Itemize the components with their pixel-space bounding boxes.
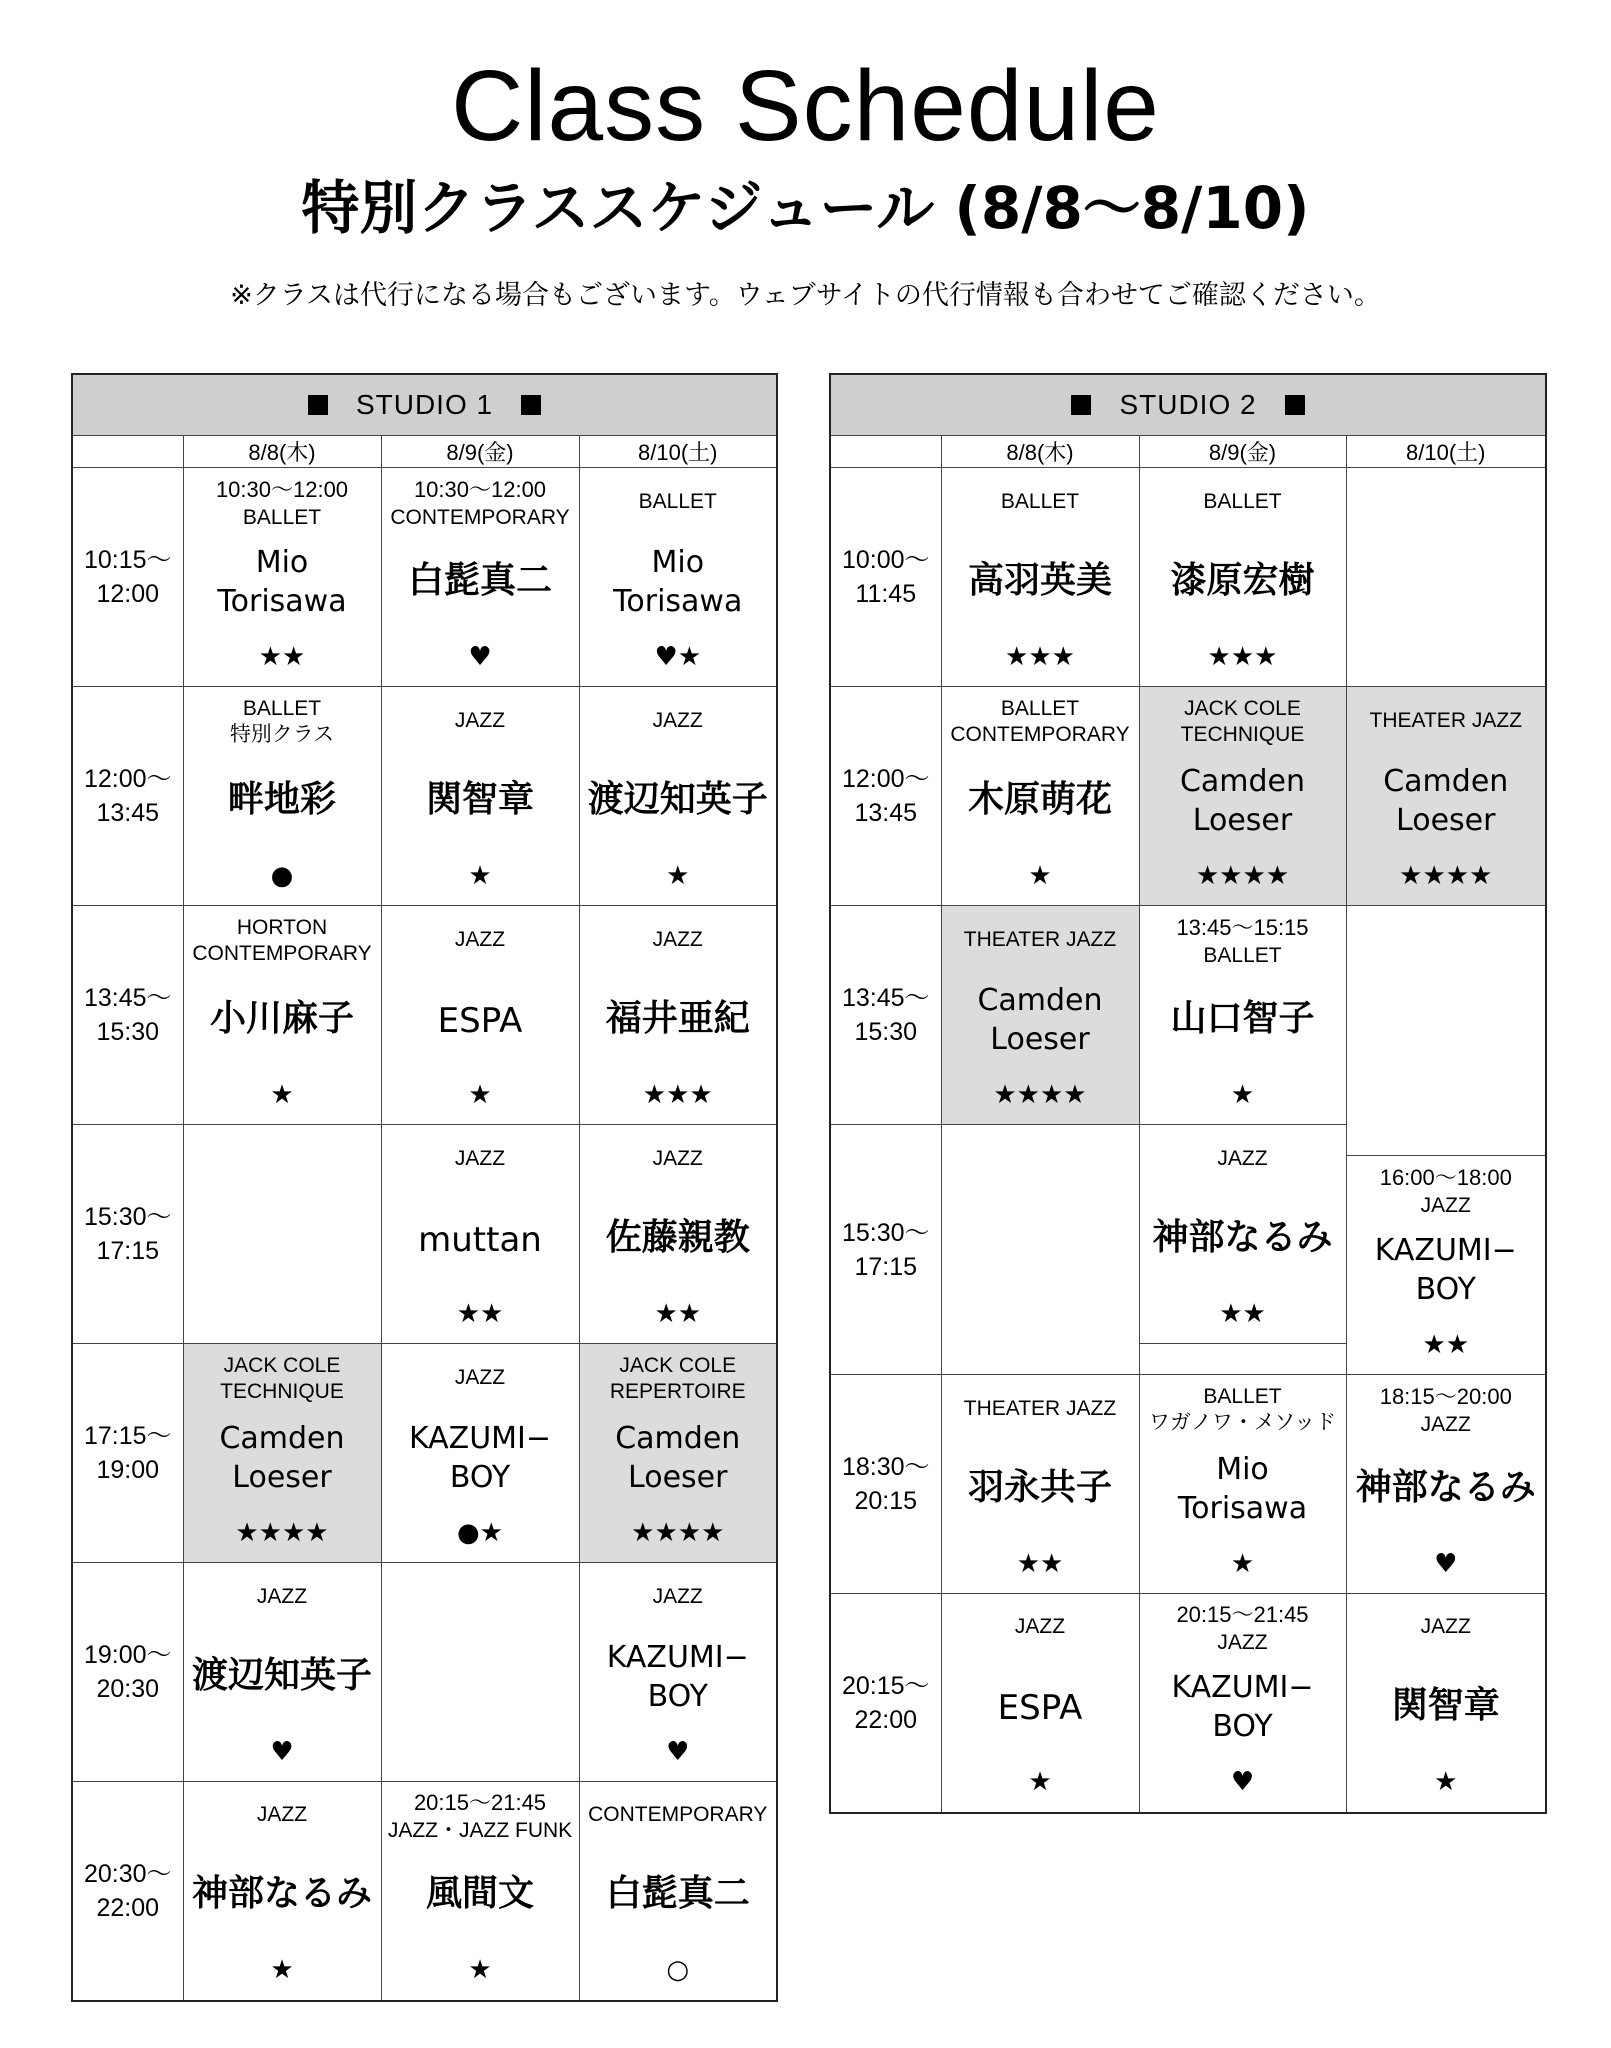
level-mark: ♥: [468, 641, 492, 672]
class-cell: [183, 687, 381, 906]
teacher-name: Camden Loeser: [615, 1420, 741, 1495]
class-cell: [579, 1563, 777, 1782]
empty-cell: [1346, 906, 1546, 1156]
time-slot: 10:00〜 11:45: [830, 468, 941, 687]
class-genre: JAZZ: [652, 1584, 703, 1608]
teacher-name: 神部なるみ: [191, 1873, 372, 1915]
class-time: 13:45〜15:15: [1176, 914, 1309, 940]
level-mark: ★★: [258, 641, 306, 672]
time-slot: 12:00〜 13:45: [72, 687, 183, 906]
class-cell: [381, 687, 579, 906]
class-cell: [183, 468, 381, 687]
level-mark: ★★★: [642, 1079, 713, 1110]
square-icon: [1071, 395, 1091, 415]
class-cell: [1346, 1594, 1546, 1813]
class-cell: [1139, 687, 1346, 906]
level-mark: ★: [1028, 860, 1052, 891]
level-mark: ○: [666, 1955, 690, 1986]
teacher-name: 渡辺知英子: [587, 778, 768, 820]
class-cell: [941, 687, 1139, 906]
teacher-name: Camden Loeser: [219, 1420, 345, 1495]
level-mark: ★: [1230, 1548, 1255, 1579]
class-genre: CONTEMPORARY: [588, 1803, 768, 1827]
class-cell: [1139, 1375, 1346, 1594]
teacher-name: 小川麻子: [209, 997, 354, 1039]
class-cell: [183, 1344, 381, 1563]
empty-cell: [183, 1125, 381, 1344]
level-mark: ★: [468, 1955, 492, 1986]
class-cell: [579, 906, 777, 1125]
teacher-name: 福井亜紀: [605, 997, 750, 1039]
class-genre: JACK COLE TECHNIQUE: [220, 1353, 344, 1403]
class-genre: JAZZ: [454, 708, 506, 732]
class-cell: [1139, 1125, 1346, 1344]
class-genre: JAZZ: [1420, 1412, 1471, 1436]
class-cell: [1346, 1375, 1546, 1594]
level-mark: ♥★: [654, 641, 702, 672]
class-cell: [183, 1782, 381, 2001]
class-genre: JAZZ: [1420, 1615, 1471, 1639]
class-cell: [183, 1563, 381, 1782]
level-mark: ★★★★: [631, 1517, 725, 1548]
class-cell: [579, 1125, 777, 1344]
teacher-name: 木原萌花: [967, 778, 1112, 820]
class-genre: BALLET 特別クラス: [229, 696, 335, 746]
empty-cell: [381, 1563, 579, 1782]
class-genre: BALLET: [242, 505, 322, 529]
studio2-schedule-table: [829, 373, 1547, 1814]
teacher-name: 神部なるみ: [1152, 1216, 1333, 1258]
class-genre: JACK COLE REPERTOIRE: [609, 1353, 746, 1403]
studio1-schedule-table: [71, 373, 778, 2002]
class-cell: [941, 468, 1139, 687]
class-cell: [381, 468, 579, 687]
teacher-name: KAZUMI− BOY: [1171, 1670, 1314, 1745]
date-header: 8/8(木): [941, 436, 1139, 468]
level-mark: ★: [270, 1955, 294, 1986]
date-header: 8/10(土): [579, 436, 777, 468]
class-genre: BALLET CONTEMPORARY: [950, 696, 1130, 746]
class-cell: [941, 1594, 1139, 1813]
level-mark: ★★: [654, 1298, 702, 1329]
level-mark: ★: [468, 1079, 492, 1110]
class-genre: THEATER JAZZ: [1369, 708, 1522, 732]
teacher-name: 羽永共子: [967, 1466, 1112, 1508]
studio1-name: STUDIO 1: [355, 389, 494, 420]
class-genre: THEATER JAZZ: [963, 1396, 1117, 1420]
teacher-name: 高羽英美: [967, 559, 1112, 601]
level-mark: ★★★★: [235, 1517, 329, 1548]
teacher-name: Camden Loeser: [1383, 763, 1509, 838]
class-genre: HORTON CONTEMPORARY: [192, 915, 372, 965]
corner-cell: [830, 436, 941, 468]
class-cell: [941, 1375, 1139, 1594]
class-genre: JAZZ: [1420, 1193, 1471, 1217]
level-mark: ★: [1230, 1079, 1255, 1110]
page-title: Class Schedule: [451, 50, 1160, 162]
class-cell: [1139, 1594, 1346, 1813]
square-icon: [1285, 395, 1305, 415]
class-genre: BALLET: [638, 489, 717, 513]
empty-cell: [1346, 468, 1546, 687]
class-cell: [381, 1782, 579, 2001]
square-icon: [521, 395, 541, 415]
level-mark: ♥: [666, 1736, 690, 1767]
class-time: 10:30〜12:00: [413, 476, 547, 502]
class-genre: JAZZ: [454, 1365, 506, 1389]
level-mark: ♥: [1230, 1767, 1255, 1798]
teacher-name: ESPA: [997, 1688, 1083, 1729]
class-cell: [579, 468, 777, 687]
date-header: 8/8(木): [183, 436, 381, 468]
class-genre: BALLET: [1203, 943, 1282, 967]
date-header: 8/9(金): [1139, 436, 1346, 468]
level-mark: ★★★: [1005, 641, 1075, 672]
time-slot: 13:45〜 15:30: [830, 906, 941, 1125]
time-slot: 18:30〜 20:15: [830, 1375, 941, 1594]
studio2-name: STUDIO 2: [1119, 389, 1257, 420]
class-cell: [1139, 468, 1346, 687]
level-mark: ★: [1028, 1767, 1052, 1798]
date-header: 8/9(金): [381, 436, 579, 468]
class-genre: BALLET: [1000, 489, 1080, 513]
class-cell: [1346, 1156, 1546, 1375]
teacher-name: KAZUMI− BOY: [408, 1420, 552, 1495]
class-cell: [381, 1125, 579, 1344]
class-cell: [1346, 687, 1546, 906]
teacher-name: Mio Torisawa: [217, 544, 347, 619]
level-mark: ●★: [457, 1517, 503, 1548]
empty-cell: [1139, 1344, 1346, 1375]
teacher-name: ESPA: [437, 1000, 523, 1041]
teacher-name: 白髭真二: [605, 1873, 750, 1915]
teacher-name: 山口智子: [1170, 997, 1315, 1039]
level-mark: ★★: [456, 1298, 504, 1329]
class-cell: [579, 1782, 777, 2001]
time-slot: 15:30〜 17:15: [830, 1125, 941, 1375]
class-genre: JAZZ: [652, 708, 703, 732]
class-time: 16:00〜18:00: [1379, 1164, 1512, 1190]
teacher-name: Mio Torisawa: [613, 544, 743, 619]
class-genre: THEATER JAZZ: [963, 927, 1117, 951]
class-cell: [579, 1344, 777, 1563]
teacher-name: Camden Loeser: [977, 982, 1103, 1057]
class-genre: JAZZ: [454, 1146, 506, 1170]
teacher-name: 渡辺知英子: [191, 1654, 372, 1696]
square-icon: [308, 395, 328, 415]
class-cell: [381, 1344, 579, 1563]
class-cell: [579, 687, 777, 906]
class-time: 20:15〜21:45: [1176, 1602, 1309, 1628]
level-mark: ★★★★: [1399, 860, 1493, 891]
time-slot: 12:00〜 13:45: [830, 687, 941, 906]
teacher-name: 白髭真二: [407, 559, 552, 601]
teacher-name: 関智章: [425, 778, 534, 820]
time-slot: 20:30〜 22:00: [72, 1782, 183, 2001]
class-genre: JAZZ: [256, 1803, 308, 1827]
page-subtitle: 特別クラススケジュール (8/8〜8/10): [301, 174, 1310, 242]
time-slot: 10:15〜 12:00: [72, 468, 183, 687]
level-mark: ★: [666, 860, 690, 891]
class-genre: JAZZ: [1217, 1631, 1268, 1655]
level-mark: ★★★: [1207, 641, 1278, 672]
class-genre: CONTEMPORARY: [390, 505, 570, 529]
teacher-name: Camden Loeser: [1179, 763, 1306, 838]
level-mark: ●: [270, 860, 294, 891]
time-slot: 20:15〜 22:00: [830, 1594, 941, 1813]
level-mark: ♥: [270, 1736, 294, 1767]
class-time: 20:15〜21:45: [413, 1790, 547, 1816]
class-cell: [941, 906, 1139, 1125]
teacher-name: muttan: [418, 1219, 542, 1260]
class-genre: JAZZ・JAZZ FUNK: [387, 1819, 573, 1843]
teacher-name: KAZUMI− BOY: [606, 1639, 749, 1714]
class-genre: BALLET: [1203, 489, 1282, 513]
date-header: 8/10(土): [1346, 436, 1546, 468]
level-mark: ♥: [1434, 1548, 1458, 1579]
level-mark: ★: [270, 1079, 294, 1110]
class-genre: JAZZ: [454, 927, 506, 951]
class-cell: [381, 906, 579, 1125]
class-genre: JAZZ: [256, 1584, 308, 1608]
class-genre: JAZZ: [652, 927, 703, 951]
level-mark: ★: [1434, 1767, 1458, 1798]
level-mark: ★★: [1219, 1298, 1266, 1329]
class-time: 10:30〜12:00: [215, 476, 349, 502]
time-slot: 19:00〜 20:30: [72, 1563, 183, 1782]
class-genre: BALLET ワガノワ・メソッド: [1148, 1384, 1337, 1434]
teacher-name: 神部なるみ: [1355, 1466, 1536, 1508]
time-slot: 13:45〜 15:30: [72, 906, 183, 1125]
level-mark: ★★★★: [993, 1079, 1087, 1110]
time-slot: 15:30〜 17:15: [72, 1125, 183, 1344]
class-time: 18:15〜20:00: [1379, 1383, 1512, 1409]
teacher-name: Mio Torisawa: [1177, 1451, 1308, 1526]
class-cell: [1139, 906, 1346, 1125]
class-genre: JAZZ: [1217, 1146, 1268, 1170]
class-genre: JAZZ: [652, 1146, 703, 1170]
corner-cell: [72, 436, 183, 468]
substitute-note: ※クラスは代行になる場合もございます。ウェブサイトの代行情報も合わせてご確認ください。: [230, 280, 1381, 311]
teacher-name: 風間文: [425, 1873, 534, 1915]
class-genre: JAZZ: [1014, 1615, 1066, 1639]
teacher-name: 佐藤親教: [605, 1216, 750, 1258]
level-mark: ★★: [1016, 1548, 1064, 1579]
time-slot: 17:15〜 19:00: [72, 1344, 183, 1563]
studio1-header: [72, 374, 777, 436]
level-mark: ★★: [1422, 1329, 1470, 1360]
teacher-name: 漆原宏樹: [1170, 559, 1315, 601]
studio2-header: [830, 374, 1546, 436]
class-cell: [183, 906, 381, 1125]
teacher-name: KAZUMI− BOY: [1374, 1232, 1517, 1307]
level-mark: ★: [468, 860, 492, 891]
teacher-name: 関智章: [1391, 1685, 1500, 1727]
empty-cell: [941, 1125, 1139, 1375]
level-mark: ★★★★: [1195, 860, 1290, 891]
teacher-name: 畔地彩: [227, 778, 336, 820]
class-genre: JACK COLE TECHNIQUE: [1180, 696, 1305, 746]
